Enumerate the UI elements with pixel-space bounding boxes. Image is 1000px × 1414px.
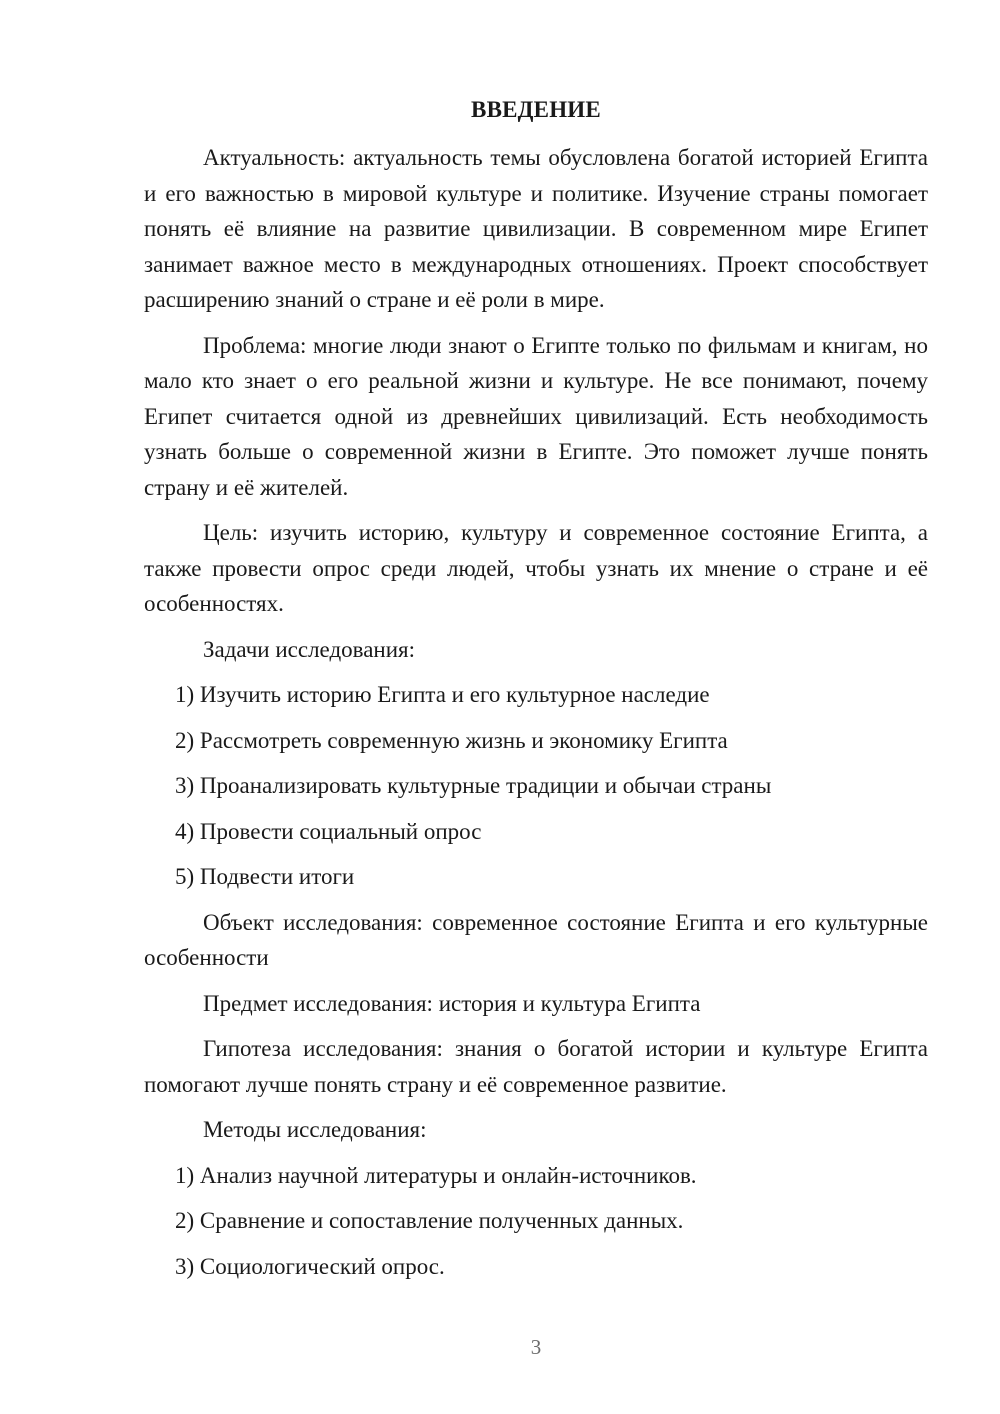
task-item: 4) Провести социальный опрос [175, 818, 482, 844]
object-paragraph: Объект исследования: современное состояние Египта и его культурные особенности [144, 909, 928, 970]
page-number: 3 [530, 1335, 542, 1359]
goal-paragraph: Цель: изучить историю, культуру и современное состояние Египта, а также провести опрос среди людей, чтобы узнать их мнение о стране и её особенностях. [144, 520, 928, 616]
method-item: 2) Сравнение и сопоставление полученных данных. [175, 1208, 684, 1233]
page-content [144, 140, 928, 1294]
subject-paragraph: Предмет исследования: история и культура Египта [203, 990, 701, 1016]
methods-heading: Методы исследования: [203, 1117, 427, 1142]
task-item: 1) Изучить историю Египта и его культурное наследие [175, 682, 710, 707]
task-item: 3) Проанализировать культурные традиции и обычаи страны [175, 773, 772, 798]
page-title: ВВЕДЕНИЕ [471, 97, 601, 122]
hypothesis-paragraph: Гипотеза исследования: знания о богатой истории и культуре Египта помогают лучше понять страну и её современное развитие. [144, 1036, 928, 1097]
task-item: 5) Подвести итоги [175, 864, 355, 889]
method-item: 1) Анализ научной литературы и онлайн-источников. [175, 1162, 697, 1188]
task-item: 2) Рассмотреть современную жизнь и экономику Египта [175, 727, 728, 753]
tasks-heading: Задачи исследования: [203, 636, 416, 662]
problem-paragraph: Проблема: многие люди знают о Египте только по фильмам и книгам, но мало кто знает о его реальной жизни и культуре. Не все понимают, почему Египет считается одной из древнейших цивилизаций. Есть необходимость узнать больше о современной жизни в Египте. Это поможет лучше понять страну и её жителей. [144, 332, 928, 500]
method-item: 3) Социологический опрос. [175, 1253, 445, 1279]
relevance-paragraph: Актуальность: актуальность темы обусловлена богатой историей Египта и его важностью в мировой культуре и политике. Изучение страны помогает понять её влияние на развитие цивилизации. В современном мире Египет занимает важное место в международных отношениях. Проект способствует расширению знаний о стране и её роли в мире. [144, 145, 928, 312]
